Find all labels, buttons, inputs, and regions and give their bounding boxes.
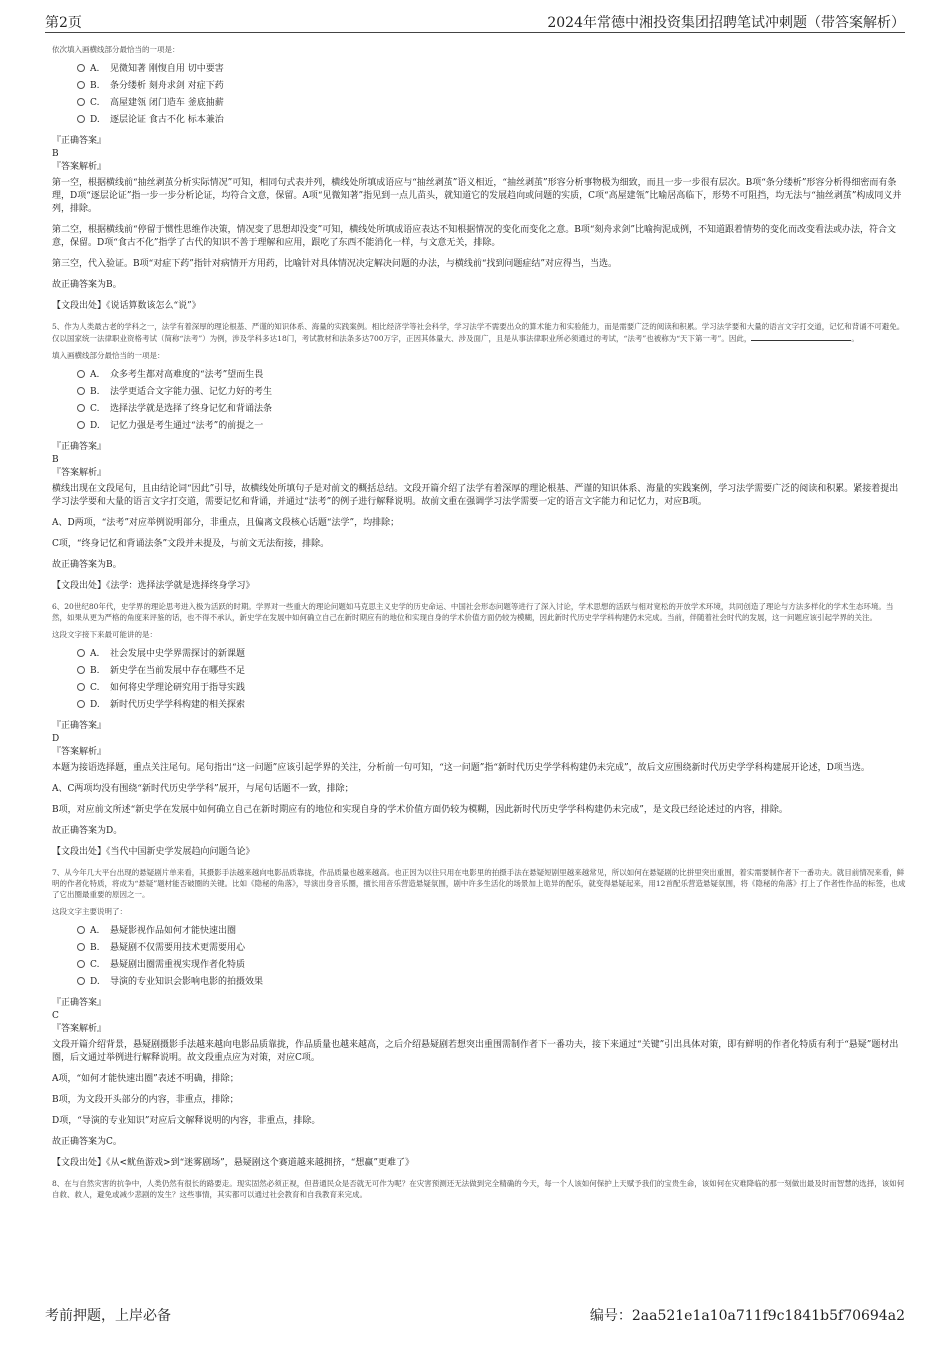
question-stem: 5、作为人类最古老的学科之一，法学有着深厚的理论根基、严谨的知识体系、海量的实践案例。相比经济学等社会科学，学习法学不需要出众的算术能力和实验能力，而是需要广泛的阅读和积累。学习法学要和大量的语言文字打交道，记忆和背诵不可避免。仅以国家统一法律职业资格考试（简称“法考”）为例，涉及学科多达18门，考试教材和法条多达700万字，正因其体量大、涉及面广，且是从事法律职业所必须通过的考试，“法考”也被称为“天下第一考”。因此， 。 [52, 322, 905, 343]
answer-label: 『正确答案』 [52, 136, 107, 146]
question-prompt: 这段文字接下来最可能讲的是： [52, 630, 157, 639]
option-d[interactable]: D. 新时代历史学学科构建的相关探索 [77, 697, 906, 714]
analysis-paragraph: D项，“导演的专业知识”对应后文解释说明的内容，非重点，排除。 [52, 1116, 321, 1126]
document-title: 2024年常德中湘投资集团招聘笔试冲刺题（带答案解析） [547, 15, 905, 31]
page-header [45, 12, 905, 33]
option-d[interactable]: D. 记忆力强是考生通过“法考”的前提之一 [77, 418, 906, 435]
analysis-paragraph: 第二空，根据横线前“停留于惯性思维作决策，情况变了思想却没变”可知，横线处所填成语应表达不知根据情况的变化而变化之意。B项“刻舟求剑”比喻拘泥成例，不知道跟着情势的变化而改变看法或办法，符合文意，保留。D项“食古不化”指学了古代的知识不善于理解和应用，跟吃了东西不能消化一样，与文意无关，排除。 [52, 225, 897, 248]
analysis-label: 『答案解析』 [52, 162, 107, 172]
answer-value: D [52, 734, 60, 744]
question-8 [52, 1178, 906, 1200]
question-7 [52, 867, 906, 1170]
fill-blank [751, 332, 851, 341]
question-5 [52, 321, 906, 593]
answer-value: B [52, 455, 59, 465]
page-footer [45, 1305, 905, 1327]
question-prompt: 填入画横线部分最恰当的一项是： [52, 351, 165, 360]
footer-slogan: 考前押题，上岸必备 [45, 1308, 171, 1324]
option-a[interactable]: A. 见微知著 刚愎自用 切中要害 [77, 61, 906, 78]
source-citation: 【文段出处】《从<鱿鱼游戏>到“迷雾剧场”，悬疑剧这个赛道越来越拥挤，“想赢”更难了》 [52, 1158, 414, 1168]
radio-icon[interactable] [77, 666, 85, 674]
option-d[interactable]: D. 逐层论证 食古不化 标本兼治 [77, 112, 906, 129]
radio-icon[interactable] [77, 115, 85, 123]
source-citation: 【文段出处】《法学：选择法学就是选择终身学习》 [52, 581, 255, 591]
analysis-paragraph: A项，“如何才能快速出圈”表述不明确，排除； [52, 1074, 239, 1084]
radio-icon[interactable] [77, 404, 85, 412]
question-4 [52, 44, 906, 313]
option-a[interactable]: A. 众多考生都对高难度的“法考”望而生畏 [77, 367, 906, 384]
radio-icon[interactable] [77, 683, 85, 691]
option-b[interactable]: B. 法学更适合文字能力强、记忆力好的考生 [77, 384, 906, 401]
question-stem: 6、20世纪80年代，史学界的理论思考进入极为活跃的时期。学界对一些重大的理论问题如马克思主义史学的历史命运、中国社会形态问题等进行了深入讨论，学术思想的活跃与相对宽松的开放学术环境，共同创造了理论与方法多样化的学术生态环境。当然，如果从更为严格的角度来评鉴的话，也不得不承认，新史学在发展中如何确立自己在新时期应有的地位和实现自身的学术价值方面仍较为模糊，因此新时代历史学学科构建仍未完成。当前，伴随着社会时代的发展，这一问题应该引起学界的关注。 [52, 602, 894, 622]
analysis-paragraph: B项，为文段开头部分的内容，非重点，排除； [52, 1095, 239, 1105]
analysis-paragraph: A、C两项均没有围绕“新时代历史学学科”展开，与尾句话题不一致，排除； [52, 784, 354, 794]
radio-icon[interactable] [77, 700, 85, 708]
page-number: 第2页 [45, 15, 82, 31]
option-c[interactable]: C. 高屋建瓴 闭门造车 釜底抽薪 [77, 95, 906, 112]
analysis-paragraph: 横线出现在文段尾句，且由结论词“因此”引导，故横线处所填句子是对前文的概括总结。文段开篇介绍了法学有着深厚的理论根基、严谨的知识体系、海量的实践案例，学习法学需要广泛的阅读和积累。紧接着提出学习法学要和大量的语言文字打交道，需要记忆和背诵，并通过“法考”的例子进行解释说明。故前文重在强调学习法学需要一定的语言文字能力和记忆力，对应B项。 [52, 484, 899, 507]
document-id: 编号：2aa521e1a10a711f9c1841b5f70694a2 [589, 1308, 905, 1324]
analysis-label: 『答案解析』 [52, 747, 107, 757]
answer-label: 『正确答案』 [52, 442, 107, 452]
question-stem: 8、在与自然灾害的抗争中，人类仍然有很长的路要走。现实固然必须正视，但普通民众是否就无可作为呢？在灾害预测还无法做到完全精确的今天，每一个人该如何保护上天赋予我们的宝贵生命，该如何在灾难降临的那一刻做出最及时而智慧的选择，该如何自救、救人，避免或减少悲剧的发生？这些事情，其实都可以通过社会教育和自我教育来完成。 [52, 1179, 905, 1199]
option-b[interactable]: B. 条分缕析 刻舟求剑 对症下药 [77, 78, 906, 95]
answer-value: C [52, 1011, 59, 1021]
radio-icon[interactable] [77, 98, 85, 106]
question-prompt: 这段文字主要说明了： [52, 907, 127, 916]
option-b[interactable]: B. 新史学在当前发展中存在哪些不足 [77, 663, 906, 680]
final-answer: 故正确答案为C。 [52, 1137, 122, 1147]
question-stem: 7、从今年几大平台出现的悬疑剧片单来看，其摄影手法越来越向电影品质靠拢，作品质量也越来越高。也正因为以往只用在电影里的拍摄手法在悬疑短剧里越来越常见，所以如何在悬疑剧的比拼里突出重围，着实需要制作者下一番功夫。就目前情况来看，鲜明的作者化特质，将成为“悬疑”题材能否破圈的关键。比如《隐秘的角落》，导演出身音乐圈，擅长用音乐营造悬疑氛围，剧中许多生活化的场景加上诡异的配乐，就变得悬疑起来，用12首配乐营造悬疑氛围，将《隐秘的角落》打上了作者性作品的标签，也成了它出圈最重要的原因之一。 [52, 868, 906, 899]
analysis-label: 『答案解析』 [52, 468, 107, 478]
radio-icon[interactable] [77, 960, 85, 968]
answer-label: 『正确答案』 [52, 721, 107, 731]
source-citation: 【文段出处】《当代中国新史学发展趋向问题刍论》 [52, 847, 255, 857]
option-c[interactable]: C. 选择法学就是选择了终身记忆和背诵法条 [77, 401, 906, 418]
question-6 [52, 601, 906, 859]
options-list [77, 923, 906, 991]
radio-icon[interactable] [77, 926, 85, 934]
analysis-label: 『答案解析』 [52, 1024, 107, 1034]
page-content [52, 44, 906, 1200]
final-answer: 故正确答案为B。 [52, 280, 122, 290]
radio-icon[interactable] [77, 649, 85, 657]
radio-icon[interactable] [77, 943, 85, 951]
analysis-paragraph: B项，对应前文所述“新史学在发展中如何确立自己在新时期应有的地位和实现自身的学术价值方面仍较为模糊，因此新时代历史学学科构建仍未完成”，是文段已经论述过的内容，排除。 [52, 805, 788, 815]
analysis-paragraph: 第一空，根据横线前“抽丝剥茧分析实际情况”可知，相同句式表并列，横线处所填成语应与“抽丝剥茧”语义相近，“抽丝剥茧”形容分析事物极为细致，而且一步一步很有层次。B项“条分缕析”形容分析得细密而有条理，D项“逐层论证”指一步一步分析论证，均符合文意，保留。A项“见微知著”指见到一点儿苗头，就知道它的发展趋向或问题的实质，C项“高屋建瓴”比喻居高临下，形势不可阻挡，均无法与“抽丝剥茧”构成同义并列，排除。 [52, 178, 902, 214]
radio-icon[interactable] [77, 370, 85, 378]
final-answer: 故正确答案为D。 [52, 826, 123, 836]
analysis-paragraph: A、D两项，“法考”对应举例说明部分，非重点，且偏离文段核心话题“法学”，均排除； [52, 518, 400, 528]
analysis-paragraph: 第三空，代入验证。B项“对症下药”指针对病情开方用药，比喻针对具体情况决定解决问题的办法，与横线前“找到问题症结”对应得当，当选。 [52, 259, 618, 269]
question-prompt: 依次填入画横线部分最恰当的一项是： [52, 45, 180, 54]
source-citation: 【文段出处】《说话算数该怎么“说”》 [52, 301, 201, 311]
radio-icon[interactable] [77, 421, 85, 429]
options-list [77, 646, 906, 714]
radio-icon[interactable] [77, 64, 85, 72]
option-c[interactable]: C. 悬疑剧出圈需重视实现作者化特质 [77, 957, 906, 974]
answer-label: 『正确答案』 [52, 998, 107, 1008]
analysis-paragraph: 文段开篇介绍背景，悬疑剧摄影手法越来越向电影品质靠拢，作品质量也越来越高，之后介绍悬疑剧若想突出重围需制作者下一番功夫，接下来通过“关键”引出具体对策，即有鲜明的作者化特质有利于“悬疑”题材出圈，后文通过举例进行解释说明。故文段重点应为对策，对应C项。 [52, 1040, 899, 1063]
final-answer: 故正确答案为B。 [52, 560, 122, 570]
options-list [77, 61, 906, 129]
options-list [77, 367, 906, 435]
option-a[interactable]: A. 社会发展中史学界需探讨的新课题 [77, 646, 906, 663]
answer-value: B [52, 149, 59, 159]
option-c[interactable]: C. 如何将史学理论研究用于指导实践 [77, 680, 906, 697]
analysis-paragraph: C项，“终身记忆和背诵法条”文段并未提及，与前文无法衔接，排除。 [52, 539, 330, 549]
radio-icon[interactable] [77, 81, 85, 89]
option-a[interactable]: A. 悬疑影视作品如何才能快速出圈 [77, 923, 906, 940]
analysis-paragraph: 本题为接语选择题，重点关注尾句。尾句指出“这一问题”应该引起学界的关注，分析前一句可知，“这一问题”指“新时代历史学学科构建仍未完成”，故后文应围绕新时代历史学学科构建展开论述，D项当选。 [52, 763, 870, 773]
option-d[interactable]: D. 导演的专业知识会影响电影的拍摄效果 [77, 974, 906, 991]
option-b[interactable]: B. 悬疑剧不仅需要用技术更需要用心 [77, 940, 906, 957]
radio-icon[interactable] [77, 387, 85, 395]
radio-icon[interactable] [77, 977, 85, 985]
